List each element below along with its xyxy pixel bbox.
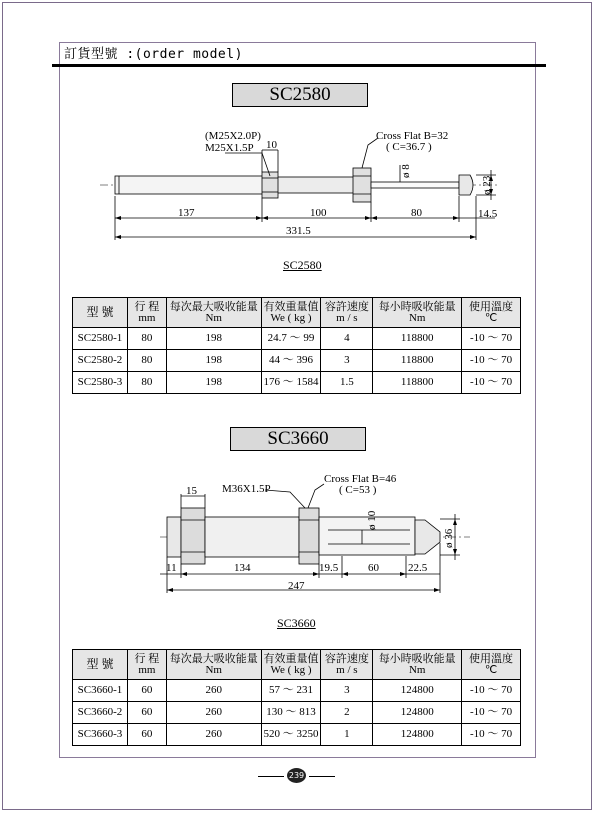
- sc2580-table-header-cell: 型 號: [73, 298, 128, 328]
- sc3660-table-cell: 124800: [373, 702, 462, 724]
- sc3660-table-cell: -10 ～ 70: [462, 702, 521, 724]
- sc3660-table-cell: 3: [321, 680, 373, 702]
- sc2580-table-cell: 44 ～ 396: [261, 350, 321, 372]
- sc2580-table-header-cell: 行 程 mm: [127, 298, 166, 328]
- label-thread: M36X1.5P: [222, 483, 271, 495]
- label-dia-23: ø 23: [481, 175, 493, 195]
- sc3660-table-header-cell: 容許速度 m / s: [321, 650, 373, 680]
- drawing-caption-sc3660: SC3660: [277, 616, 316, 630]
- label-cross-flat-c: ( C=36.7 ): [386, 141, 432, 153]
- label-dim-80: 80: [411, 207, 422, 219]
- sc3660-table-cell: SC3660-3: [73, 724, 128, 746]
- label-dim-14-5: 14.5: [478, 208, 498, 220]
- sc2580-table-cell: 198: [166, 372, 261, 394]
- sc2580-table-cell: 1.5: [321, 372, 373, 394]
- sc3660-table-header-cell: 每小時吸收能量 Nm: [373, 650, 462, 680]
- sc2580-table-cell: -10 ～ 70: [462, 350, 521, 372]
- sc2580-table-header-cell: 使用溫度 ℃: [462, 298, 521, 328]
- label-dim-10: 10: [266, 139, 277, 151]
- sc2580-table-cell: -10 ～ 70: [462, 328, 521, 350]
- label-thread-a: (M25X2.0P): [205, 130, 261, 142]
- sc3660-table-cell: 60: [127, 680, 166, 702]
- sc3660-table-cell: -10 ～ 70: [462, 680, 521, 702]
- sc2580-table-cell: 198: [166, 350, 261, 372]
- label-dia-36: ø 36: [443, 528, 455, 548]
- sc3660-table-cell: SC3660-2: [73, 702, 128, 724]
- sc2580-table-cell: 4: [321, 328, 373, 350]
- sc2580-table-cell: 118800: [373, 328, 462, 350]
- sc3660-table-cell: 57 ～ 231: [261, 680, 321, 702]
- label-thread-b: M25X1.5P: [205, 142, 254, 154]
- sc3660-table-cell: 260: [166, 680, 261, 702]
- sc3660-table-cell: 124800: [373, 680, 462, 702]
- sc2580-table-cell: 176 ～ 1584: [261, 372, 321, 394]
- sc2580-table-cell: 80: [127, 350, 166, 372]
- sc3660-table-header-cell: 型 號: [73, 650, 128, 680]
- sc2580-table-cell: SC2580-1: [73, 328, 128, 350]
- sc2580-table-header-cell: 有效重量值 We ( kg ): [261, 298, 321, 328]
- sc3660-table-header-cell: 每次最大吸收能量 Nm: [166, 650, 261, 680]
- label-dim-19-5: 19.5: [319, 562, 339, 574]
- sc2580-table-cell: 3: [321, 350, 373, 372]
- sc2580-table-header-cell: 容許速度 m / s: [321, 298, 373, 328]
- sc3660-table-cell: -10 ～ 70: [462, 724, 521, 746]
- model-title-sc3660: SC3660: [230, 427, 366, 451]
- label-dim-15: 15: [186, 485, 197, 497]
- sc3660-table-header-cell: 有效重量值 We ( kg ): [261, 650, 321, 680]
- sc2580-table-cell: 24.7 ～ 99: [261, 328, 321, 350]
- sc3660-table-cell: SC3660-1: [73, 680, 128, 702]
- label-dim-247: 247: [288, 580, 305, 592]
- sc3660-table-cell: 520 ～ 3250: [261, 724, 321, 746]
- footer-rule-right: [309, 776, 335, 777]
- sc3660-table-cell: 130 ～ 813: [261, 702, 321, 724]
- model-title-sc2580: SC2580: [232, 83, 368, 107]
- label-dim-331-5: 331.5: [286, 225, 311, 237]
- sc3660-table-row: [73, 702, 521, 724]
- label-cross-flat-c: ( C=53 ): [339, 484, 377, 496]
- label-dim-100: 100: [310, 207, 327, 219]
- sc3660-table-cell: 1: [321, 724, 373, 746]
- sc2580-table-cell: 118800: [373, 350, 462, 372]
- sc3660-table-cell: 60: [127, 702, 166, 724]
- sc3660-table-header-cell: 行 程 mm: [127, 650, 166, 680]
- drawing-caption-sc2580: SC2580: [283, 258, 322, 272]
- label-dim-60: 60: [368, 562, 379, 574]
- sc3660-table-header-row: [73, 650, 521, 680]
- sc2580-table-cell: 80: [127, 328, 166, 350]
- sc3660-table-cell: 260: [166, 724, 261, 746]
- spec-table-sc3660: [72, 649, 521, 746]
- sc2580-table-header-cell: 每次最大吸收能量 Nm: [166, 298, 261, 328]
- label-cross-flat: Cross Flat B=32: [376, 130, 449, 142]
- footer-rule-left: [258, 776, 284, 777]
- sc2580-table-cell: 80: [127, 372, 166, 394]
- sc2580-table-header-cell: 每小時吸收能量 Nm: [373, 298, 462, 328]
- sc2580-table-cell: -10 ～ 70: [462, 372, 521, 394]
- sc3660-table-row: [73, 680, 521, 702]
- sc2580-table-cell: SC2580-3: [73, 372, 128, 394]
- sc3660-table-row: [73, 724, 521, 746]
- sc2580-table-cell: SC2580-2: [73, 350, 128, 372]
- label-cross-flat: Cross Flat B=46: [324, 473, 397, 485]
- label-dim-134: 134: [234, 562, 251, 574]
- label-dim-22-5: 22.5: [408, 562, 428, 574]
- sc3660-table-cell: 260: [166, 702, 261, 724]
- sc2580-table-cell: 118800: [373, 372, 462, 394]
- label-dia-8: ø 8: [400, 164, 412, 178]
- sc3660-table-header-cell: 使用溫度 ℃: [462, 650, 521, 680]
- page-number: 239: [287, 768, 306, 783]
- sc3660-table-cell: 60: [127, 724, 166, 746]
- label-dim-137: 137: [178, 207, 195, 219]
- sc2580-table-cell: 198: [166, 328, 261, 350]
- page-header-title: 訂貨型號 :(order model): [64, 47, 243, 62]
- label-dia-10: ø 10: [366, 510, 378, 530]
- label-dim-11: 11: [166, 562, 177, 574]
- sc3660-table-cell: 124800: [373, 724, 462, 746]
- sc3660-table-cell: 2: [321, 702, 373, 724]
